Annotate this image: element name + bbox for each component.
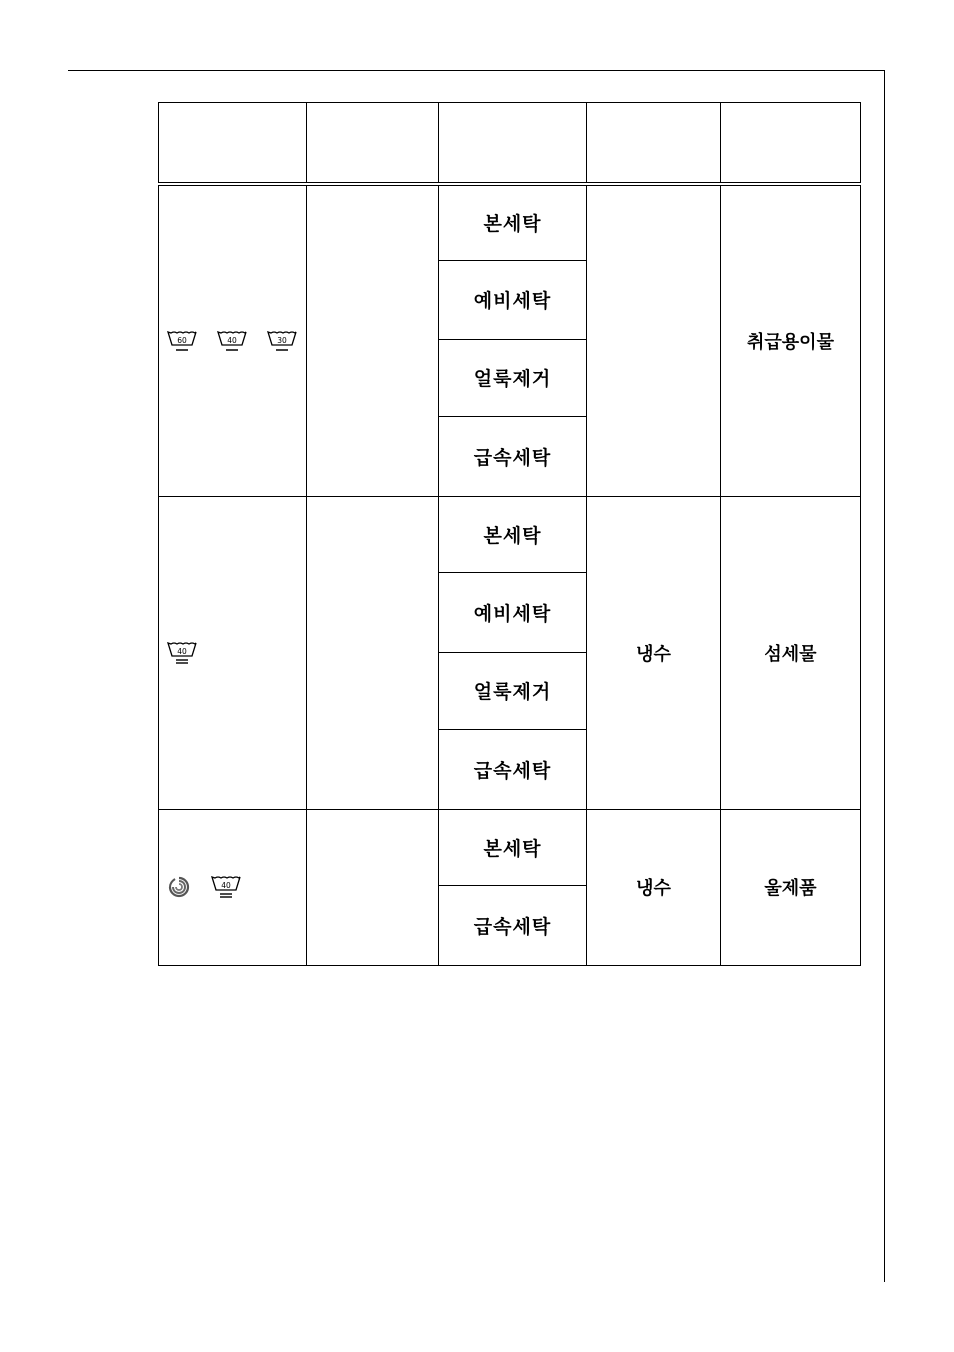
wash-30-icon (267, 330, 297, 352)
program-cell: 본세탁 (439, 496, 587, 572)
program-cell: 예비세탁 (439, 572, 587, 652)
temperature-cell: 냉수 (587, 809, 721, 965)
table-row (159, 184, 861, 260)
program-cell: 급속세탁 (439, 729, 587, 809)
header-cell-1 (159, 103, 307, 185)
wash-40-icon (217, 330, 247, 352)
wool-mark-icon (167, 875, 191, 899)
program-cell: 본세탁 (439, 184, 587, 260)
table-row (159, 496, 861, 572)
program-cell: 본세탁 (439, 809, 587, 885)
top-rule (68, 70, 885, 71)
blank-cell (307, 496, 439, 809)
wash-temp-label: 60 (177, 335, 187, 345)
program-cell: 급속세탁 (439, 416, 587, 496)
wash-40-gentle-icon (211, 875, 241, 899)
wash-temp-label: 40 (177, 646, 187, 656)
fabric-cell: 울제품 (721, 809, 861, 965)
wash-temp-label: 30 (277, 335, 287, 345)
fabric-cell: 취급용이물 (721, 184, 861, 496)
wash-temp-label: 40 (221, 881, 231, 890)
header-cell-5 (721, 103, 861, 185)
program-cell: 예비세탁 (439, 260, 587, 339)
temperature-cell: 냉수 (587, 496, 721, 809)
program-cell: 급속세탁 (439, 885, 587, 965)
wash-60-icon (167, 330, 197, 352)
care-symbols-cell (159, 184, 307, 496)
right-rule (884, 70, 885, 1282)
header-cell-2 (307, 103, 439, 185)
care-symbols-cell (159, 496, 307, 809)
program-cell: 얼룩제거 (439, 652, 587, 729)
wash-temp-label: 40 (227, 335, 237, 345)
fabric-cell: 섬세물 (721, 496, 861, 809)
wash-program-table (158, 102, 861, 966)
wash-40-gentle-icon (167, 641, 197, 665)
header-cell-4 (587, 103, 721, 185)
blank-cell (307, 184, 439, 496)
table-row (159, 809, 861, 885)
program-cell: 얼룩제거 (439, 339, 587, 416)
care-symbols-cell (159, 809, 307, 965)
temperature-cell (587, 184, 721, 496)
blank-cell (307, 809, 439, 965)
header-cell-3 (439, 103, 587, 185)
table-header-row (159, 103, 861, 185)
